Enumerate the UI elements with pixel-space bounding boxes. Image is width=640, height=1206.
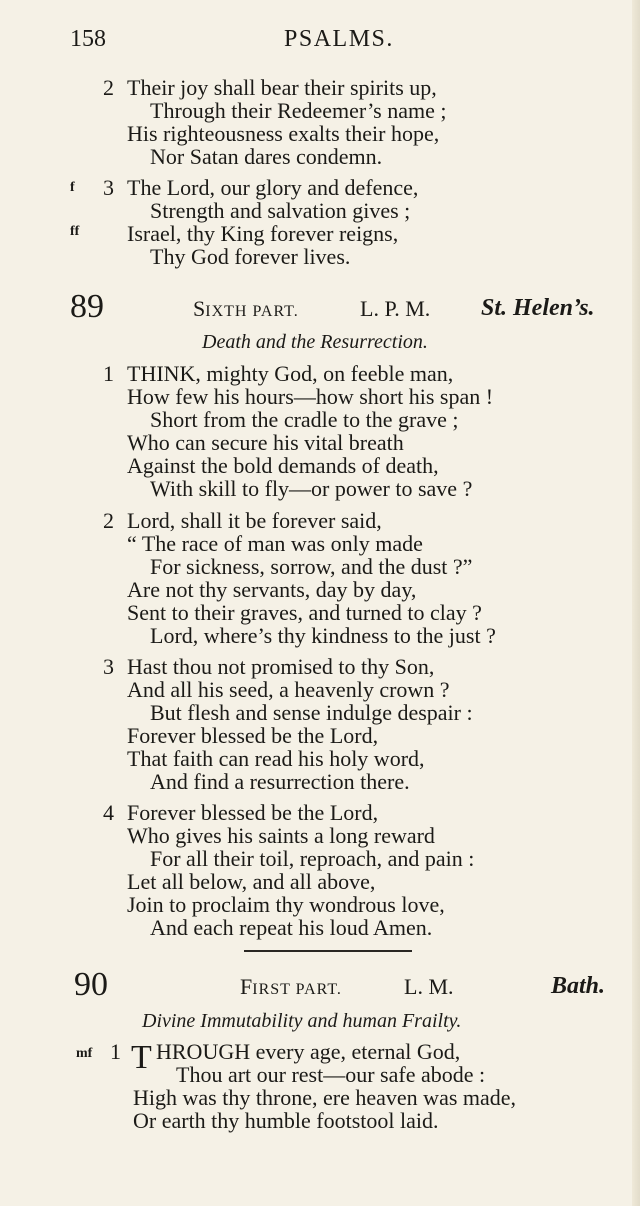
tune-name: Bath. [551, 973, 606, 999]
part-initial: S [193, 296, 206, 321]
part-rest: IRST PART. [252, 981, 342, 998]
verse-line: HROUGH every age, eternal God, [156, 1039, 461, 1064]
verse-line: And each repeat his loud Amen. [150, 915, 433, 940]
running-title: PSALMS. [284, 26, 394, 52]
verse-line: Join to proclaim thy wondrous love, [127, 892, 445, 917]
hymn-subject: Death and the Resurrection. [202, 331, 428, 353]
verse-line: Are not thy servants, day by day, [127, 577, 417, 602]
section-divider [244, 950, 412, 952]
verse-line: For sickness, sorrow, and the dust ?” [150, 554, 473, 579]
verse-line: How few his hours—how short his span ! [127, 384, 494, 409]
verse-line: Israel, thy King forever reigns, [127, 221, 399, 246]
verse-line: THINK, mighty God, on feeble man, [127, 361, 454, 386]
verse-line: Strength and salvation gives ; [150, 198, 411, 223]
verse-number: 1 [110, 1039, 121, 1064]
verse-line: Their joy shall bear their spirits up, [127, 75, 437, 100]
part-label [240, 974, 342, 1003]
dynamic-mark: ff [70, 224, 80, 239]
psalm-number: 90 [74, 966, 108, 1003]
verse-line: Forever blessed be the Lord, [127, 800, 379, 825]
verse-line: For all their toil, reproach, and pain : [150, 846, 475, 871]
drop-cap: T [131, 1039, 152, 1076]
verse-line: Who gives his saints a long reward [127, 823, 435, 848]
verse-line: Lord, shall it be forever said, [127, 508, 382, 533]
verse-number: 4 [103, 800, 114, 825]
verse-line: And find a resurrection there. [150, 769, 410, 794]
verse-line: “ The race of man was only made [127, 531, 423, 556]
part-label [193, 296, 299, 325]
meter-label: L. P. M. [360, 296, 431, 321]
page-number: 158 [70, 26, 106, 52]
verse-line: With skill to fly—or power to save ? [150, 476, 473, 501]
verse-line: The Lord, our glory and defence, [127, 175, 419, 200]
verse-line: Nor Satan dares condemn. [150, 144, 383, 169]
verse-number: 2 [103, 75, 114, 100]
verse-line: Thy God forever lives. [150, 244, 351, 269]
verse-line: His righteousness exalts their hope, [127, 121, 440, 146]
part-rest: IXTH PART. [205, 303, 299, 320]
verse-number: 3 [103, 654, 114, 679]
verse-line: Who can secure his vital breath [127, 430, 404, 455]
verse-number: 2 [103, 508, 114, 533]
verse-line: Through their Redeemer’s name ; [150, 98, 447, 123]
verse-line: Hast thou not promised to thy Son, [127, 654, 435, 679]
psalm-number: 89 [70, 288, 104, 325]
part-initial: F [240, 974, 253, 999]
verse-line: Lord, where’s thy kindness to the just ? [150, 623, 496, 648]
verse-line: Forever blessed be the Lord, [127, 723, 379, 748]
verse-line: High was thy throne, ere heaven was made, [133, 1085, 517, 1110]
verse-line: And all his seed, a heavenly crown ? [127, 677, 450, 702]
verse-line: Or earth thy humble footstool laid. [133, 1108, 439, 1133]
verse-number: 1 [103, 361, 114, 386]
meter-label: L. M. [404, 974, 454, 999]
verse-line: Let all below, and all above, [127, 869, 376, 894]
hymn-subject: Divine Immutability and human Frailty. [142, 1010, 462, 1032]
verse-number: 3 [103, 175, 114, 200]
verse-line: Thou art our rest—our safe abode : [176, 1062, 486, 1087]
tune-name: St. Helen’s. [481, 295, 595, 321]
verse-line: That faith can read his holy word, [127, 746, 425, 771]
verse-line: Sent to their graves, and turned to clay ? [127, 600, 482, 625]
verse-line: Short from the cradle to the grave ; [150, 407, 459, 432]
dynamic-mark: mf [76, 1046, 93, 1061]
dynamic-mark: f [70, 180, 75, 195]
page-edge [632, 0, 640, 1206]
verse-line: But flesh and sense indulge despair : [150, 700, 473, 725]
verse-line: Against the bold demands of death, [127, 453, 439, 478]
